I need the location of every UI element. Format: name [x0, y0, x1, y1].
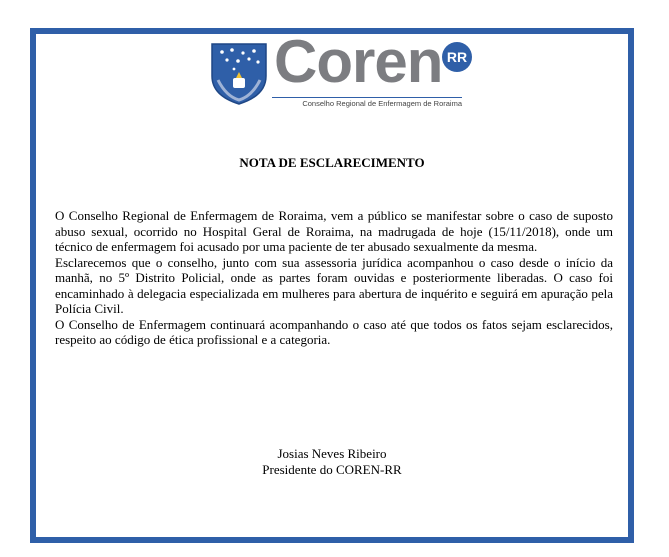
document-title: NOTA DE ESCLARECIMENTO — [239, 155, 425, 170]
paragraph-2: Esclarecemos que o conselho, junto com sua assessoria jurídica acompanhou o caso desde o início da manhã, no 5º Distrito Policial, onde as partes foram ouvidas e posteriormente liberadas. O caso foi encaminhado à delegacia especializada em mulheres para abertura de inquérito e seguirá em apuração pela Polícia Civil. — [55, 254, 613, 316]
coren-logo — [210, 28, 480, 108]
logo-wordmark: Coren — [274, 28, 443, 95]
logo-subtitle: Conselho Regional de Enfermagem de Roraima — [272, 97, 462, 108]
document-frame — [30, 28, 634, 543]
signatory-role: Presidente do COREN-RR — [262, 462, 402, 477]
signatory-name: Josias Neves Ribeiro — [277, 446, 387, 461]
document-body — [55, 208, 613, 348]
logo-badge: RR — [442, 42, 472, 72]
coat-of-arms-shield-icon — [210, 42, 268, 106]
paragraph-3: O Conselho de Enfermagem continuará acompanhando o caso até que todos os fatos sejam esclarecidos, respeito ao código de ética profissional e a categoria. — [55, 316, 613, 347]
signature-block — [36, 446, 628, 478]
paragraph-1: O Conselho Regional de Enfermagem de Roraima, vem a público se manifestar sobre o caso de suposto abuso sexual, ocorrido no Hospital Geral de Roraima, na madrugada de hoje (15/11/2018), onde um técnico de enfermagem foi acusado por uma paciente de ter abusado sexualmente da mesma. — [55, 208, 613, 254]
